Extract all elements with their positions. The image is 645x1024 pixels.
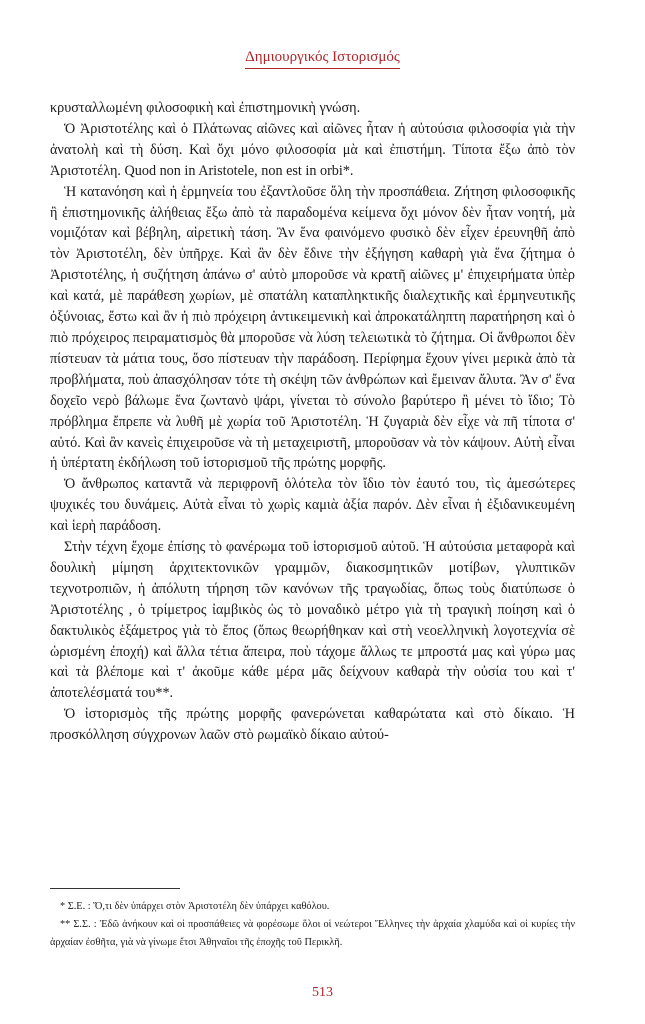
footnote-1: * Σ.Ε. : Ὅ,τι δὲν ὑπάρχει στὸν Ἀριστοτέλη δὲν ὑπάρχει καθόλου. [60, 901, 330, 912]
footnotes [50, 898, 575, 952]
running-title: Δημιουργικός Ιστορισμός [245, 49, 400, 69]
paragraph-1: κρυσταλλωμένη φιλοσοφικὴ καὶ ἐπιστημονικὴ γνώση. [50, 100, 361, 116]
footnote-2: ** Σ.Σ. : Ἐδῶ ἀνήκουν καὶ οἱ προσπάθειες νὰ φορέσωμε ὅλοι οἱ νεώτεροι Ἕλληνες τὴν ἀρχαία χλαμύδα καὶ οἱ κυρίες τὴν ἀρχαίαν ἐσθῆτα, γιὰ νὰ γίνωμε ἔτσι Ἀθηναῖοι τῆς ἐποχῆς τοῦ Περικλῆ. [50, 919, 575, 948]
paragraph-6: Ὁ ἱστορισμὸς τῆς πρώτης μορφῆς φανερώνεται καθαρώτατα καὶ στὸ δίκαιο. Ἡ προσκόλληση σύγχρονων λαῶν στὸ ρωμαϊκὸ δίκαιο αὐτού- [50, 706, 575, 744]
running-header [0, 46, 645, 69]
paragraph-3: Ἡ κατανόηση καὶ ἡ ἑρμηνεία του ἐξαντλοῦσε ὅλη τὴν προσπάθεια. Ζήτηση φιλοσοφικῆς ἢ ἐπιστημονικῆς ἀλήθειας ἔξω ἀπὸ τὰ παραδομένα κείμενα ὄχι μόνον δὲν ἦταν νοητή, μὰ νομιζόταν καὶ βέβηλη, αἱρετικὴ τάση. Ἂν ἕνα φαινόμενο φυσικὸ δὲν εἶχεν ἐρευνηθῆ ἀπὸ τὸν Ἀριστοτέλη, δὲν ὑπῆρχε. Καὶ ἂν δὲν ἔδινε τὴν ἐξήγηση καθαρὴ γιὰ ἕνα ζήτημα ὁ Ἀριστοτέλης, ἡ συζήτηση ἀπάνω σ' αὐτὸ μποροῦσε νὰ κρατῆ αἰῶνες μ' ἐπιχειρήματα ὑπὲρ καὶ κατά, μὲ παράθεση χωρίων, μὲ σπατάλη καταπληκτικῆς διαλεχτικῆς καὶ ἑρμηνευτικῆς ὀξύνοιας, ἔστω καὶ ἂν ἡ πιὸ πρόχειρη ἀντικειμενικὴ καὶ ἀπροκατάληπτη παρατήρηση καὶ ὁ πιὸ πρόχειρος πειραματισμὸς θὰ μποροῦσε νὰ λύση τελειωτικὰ τὸ ζήτημα. Οἱ ἄνθρωποι δὲν πίστευαν τὰ μάτια τους, ὅσο πίστευαν τὴν παράδοση. Περίφημα ἔχουν γίνει μερικὰ ἀπὸ τὰ προβλήματα, ποὺ ἀπασχόλησαν τότε τὴ σκέψη τῶν ἀνθρώπων καὶ ἔμειναν ἄλυτα. Ἂν σ' ἕνα δοχεῖο νερὸ βάλωμε ἕνα ζωντανὸ ψάρι, γίνεται τὸ σύνολο βαρύτερο ἢ μένει τὸ ἴδιο; Τὸ πρόβλημα ἔπρεπε νὰ λυθῆ μὲ χωρία τοῦ Ἀριστοτέλη. Ἡ ζυγαριὰ δὲν εἶχε νὰ πῆ τίποτα σ' αὐτό. Καὶ ἂν κανεὶς ἐπιχειροῦσε νὰ τὴ μεταχειριστῆ, μποροῦσαν νὰ τὸν κάψουν. Αὐτὴ εἶναι ἡ ὑπέρτατη ἐκδήλωση τοῦ ἱστορισμοῦ τῆς πρώτης μορφῆς. [50, 183, 575, 472]
paragraph-4: Ὁ ἄνθρωπος καταντᾶ νὰ περιφρονῆ ὁλότελα τὸν ἴδιο τὸν ἑαυτό του, τὶς ἀμεσώτερες ψυχικές του δυνάμεις. Αὐτὰ εἶναι τὸ χωρὶς καμιὰ ἀξία παρόν. Δὲν εἶναι ἡ ἐξιδανικευμένη καὶ ἱερὴ παράδοση. [50, 476, 575, 535]
paragraph-2: Ὁ Ἀριστοτέλης καὶ ὁ Πλάτωνας αἰῶνες καὶ αἰῶνες ἦταν ἡ αὐτούσια φιλοσοφία γιὰ τὴν ἀνατολὴ καὶ τὴ δύση. Καὶ ὄχι μόνο φιλοσοφία μὰ καὶ ἐπιστήμη. Τίποτα ἔξω ἀπὸ τὸν Ἀριστοτέλη. Quod non in Aristotele, non est in orbi*. [50, 120, 575, 179]
paragraph-5: Στὴν τέχνη ἔχομε ἐπίσης τὸ φανέρωμα τοῦ ἱστορισμοῦ αὐτοῦ. Ἡ αὐτούσια μεταφορὰ καὶ δουλικὴ μίμηση ἀρχιτεκτονικῶν γραμμῶν, διακοσμητικῶν μοτίβων, γλυπτικῶν τεχνοτροπιῶν, ἡ ἀπόλυτη τήρηση τῶν κανόνων τῆς τραγωδίας, ὅπως τοὺς διατύπωσε ὁ Ἀριστοτέλης , ὁ τρίμετρος ἰαμβικὸς ὡς τὸ μοναδικὸ μέτρο γιὰ τὴ τραγικὴ ποίηση καὶ ὁ δακτυλικὸς ἑξάμετρος γιὰ τὸ ἔπος (ὅπως θεωρήθηκαν καὶ στὴ νεοελληνικὴ λογοτεχνία σὲ ὡρισμένη ἐποχή) καὶ ἄλλα τέτια ἄπειρα, ποὺ τάχομε ἄλλως τε μπροστά μας καὶ γύρω μας καὶ τὰ βλέπομε καὶ τ' ἀκοῦμε κάθε μέρα μᾶς δείχνουν καθαρὰ τὴν οὐσία του καὶ τ' ἀποτελέσματά του**. [50, 539, 575, 702]
main-text [50, 98, 575, 746]
footnote-divider [50, 888, 180, 889]
page-number: 513 [312, 985, 333, 1000]
